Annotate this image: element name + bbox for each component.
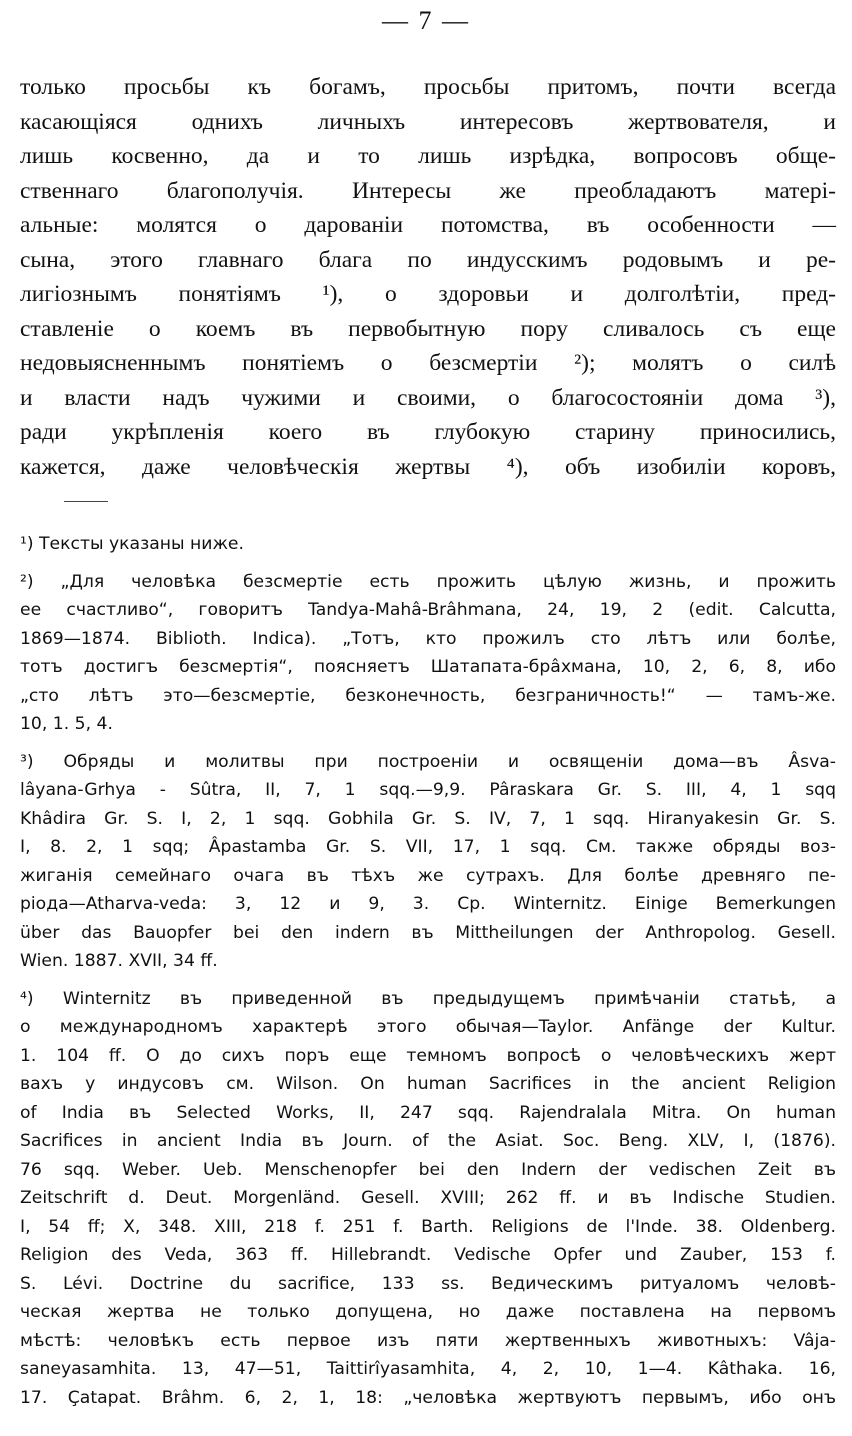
footnote-line: о международномъ характерѣ этого обычая—Taylor. Anfänge der Kultur. [20,1017,836,1037]
footnote-line: жиганія семейнаго очага въ тѣхъ же сутрахъ. Для болѣе древняго пе- [20,865,836,886]
footnote-4 [20,985,836,1413]
footnote-line: 10, 1. 5, 4. [20,714,113,734]
footnote-3 [20,748,836,976]
footnote-line: 1. 104 ff. О до сихъ поръ еще темномъ вопросѣ о человѣческихъ жерт [20,1045,836,1066]
footnote-line: saneyasamhita. 13, 47—51, Taittirîyasamhita, 4, 2, 10, 1—4. Kâthaka. 16, [20,1359,836,1379]
main-text [20,70,836,484]
footnote-line: ¹) Тексты указаны ниже. [20,534,244,554]
footnote-line: Sacrifices in ancient India въ Journ. of the Asiat. Soc. Beng. XLV, I, (1876). [20,1131,836,1151]
text-line: ради укрѣпленія коего въ глубокую старину приносились, [20,419,836,445]
footnote-line: Zeitschrift d. Deut. Morgenländ. Gesell. XVIII; 262 ff. и въ Indische Studien. [20,1188,836,1208]
footnote-line: 76 sqq. Weber. Ueb. Menschenopfer bei den Indern der vedischen Zeit въ [20,1159,836,1180]
footnote-line: Wien. 1887. XVII, 34 ff. [20,951,218,971]
footnotes [20,530,836,1412]
footnote-1 [20,530,836,559]
text-line: сына, этого главнаго блага по индусскимъ родовымъ и ре- [20,246,836,273]
text-line: только просьбы къ богамъ, просьбы притомъ, почти всегда [20,74,836,100]
footnote-line: ⁴) Winternitz въ приведенной въ предыдущемъ примѣчаніи статьѣ, а [20,988,836,1009]
text-line: ставленіе о коемъ въ первобытную пору сливалось съ еще [20,315,836,342]
text-line: лигіознымъ понятіямъ ¹), о здоровьи и долголѣтіи, пред- [20,281,836,307]
text-line: ственнаго благополучія. Интересы же преобладаютъ матері- [20,177,836,204]
text-line: лишь косвенно, да и то лишь изрѣдка, вопросовъ обще- [20,143,836,169]
footnote-line: ріода—Atharva-veda: 3, 12 и 9, 3. Cp. Winternitz. Einige Bemerkungen [20,894,836,914]
footnote-line: of India въ Selected Works, II, 247 sqq. Rajendralala Mitra. On human [20,1102,836,1123]
text-line: и власти надъ чужими и своими, о благосостояніи дома ³), [20,384,836,411]
page-number: — 7 — [382,6,470,35]
footnote-line: „сто лѣтъ это—безсмертіе, безконечность, безграничность!“ — тамъ-же. [20,685,836,706]
footnote-2 [20,568,836,739]
footnote-line: Khâdira Gr. S. I, 2, 1 sqq. Gobhila Gr. S. IV, 7, 1 sqq. Hiranyakesin Gr. S. [20,808,836,829]
footnote-line: 1869—1874. Biblioth. Indica). „Тотъ, кто прожилъ сто лѣтъ или болѣе, [20,628,836,649]
footnote-line: тотъ достигъ безсмертія“, поясняетъ Шатапата-брâхмана, 10, 2, 6, 8, ибо [20,657,836,677]
text-line: альные: молятся о дарованіи потомства, въ особенности — [20,212,836,238]
footnote-line: Religion des Veda, 363 ff. Hillebrandt. Vedische Opfer und Zauber, 153 f. [20,1245,836,1265]
text-line: кажется, даже человѣческія жертвы ⁴), объ изобиліи коровъ, [20,453,836,480]
footnote-line: über das Bauopfer bei den indern въ Mittheilungen der Anthropolog. Gesell. [20,922,836,943]
footnote-line: ²) „Для человѣка безсмертіе есть прожить цѣлую жизнь, и прожить [20,571,836,592]
footnote-line: ческая жертва не только допущена, но даже поставлена на первомъ [20,1302,836,1322]
footnote-line: мѣстѣ: человѣкъ есть первое изъ пяти жертвенныхъ животныхъ: Vâja- [20,1330,836,1351]
footnote-line: lâyana-Grhya - Sûtra, II, 7, 1 sqq.—9,9. Pâraskara Gr. S. III, 4, 1 sqq [20,780,836,800]
footnote-line: I, 54 ff; X, 348. XIII, 218 f. 251 f. Barth. Religions de l'Inde. 38. Oldenberg. [20,1216,836,1237]
footnote-separator [64,501,108,502]
text-line: недовыясненнымъ понятіемъ о безсмертіи ²); молятъ о силѣ [20,350,836,376]
footnote-line: 17. Çatapat. Brâhm. 6, 2, 1, 18: „человѣка жертвуютъ первымъ, ибо онъ [20,1387,836,1408]
footnote-line: S. Lévi. Doctrine du sacrifice, 133 ss. Ведическимъ ритуаломъ человѣ- [20,1273,836,1294]
footnote-line: вахъ у индусовъ см. Wilson. On human Sacrifices in the ancient Religion [20,1074,836,1094]
footnote-line: I, 8. 2, 1 sqq; Âpastamba Gr. S. VII, 17, 1 sqq. См. также обряды воз- [20,837,836,857]
footnote-line: ³) Обряды и молитвы при построеніи и освященіи дома—въ Âsva- [20,751,836,772]
footnote-line: ее счастливо“, говоритъ Tandya-Mahâ-Brâhmana, 24, 19, 2 (edit. Calcutta, [20,600,836,620]
text-line: касающіяся однихъ личныхъ интересовъ жертвователя, и [20,108,836,135]
